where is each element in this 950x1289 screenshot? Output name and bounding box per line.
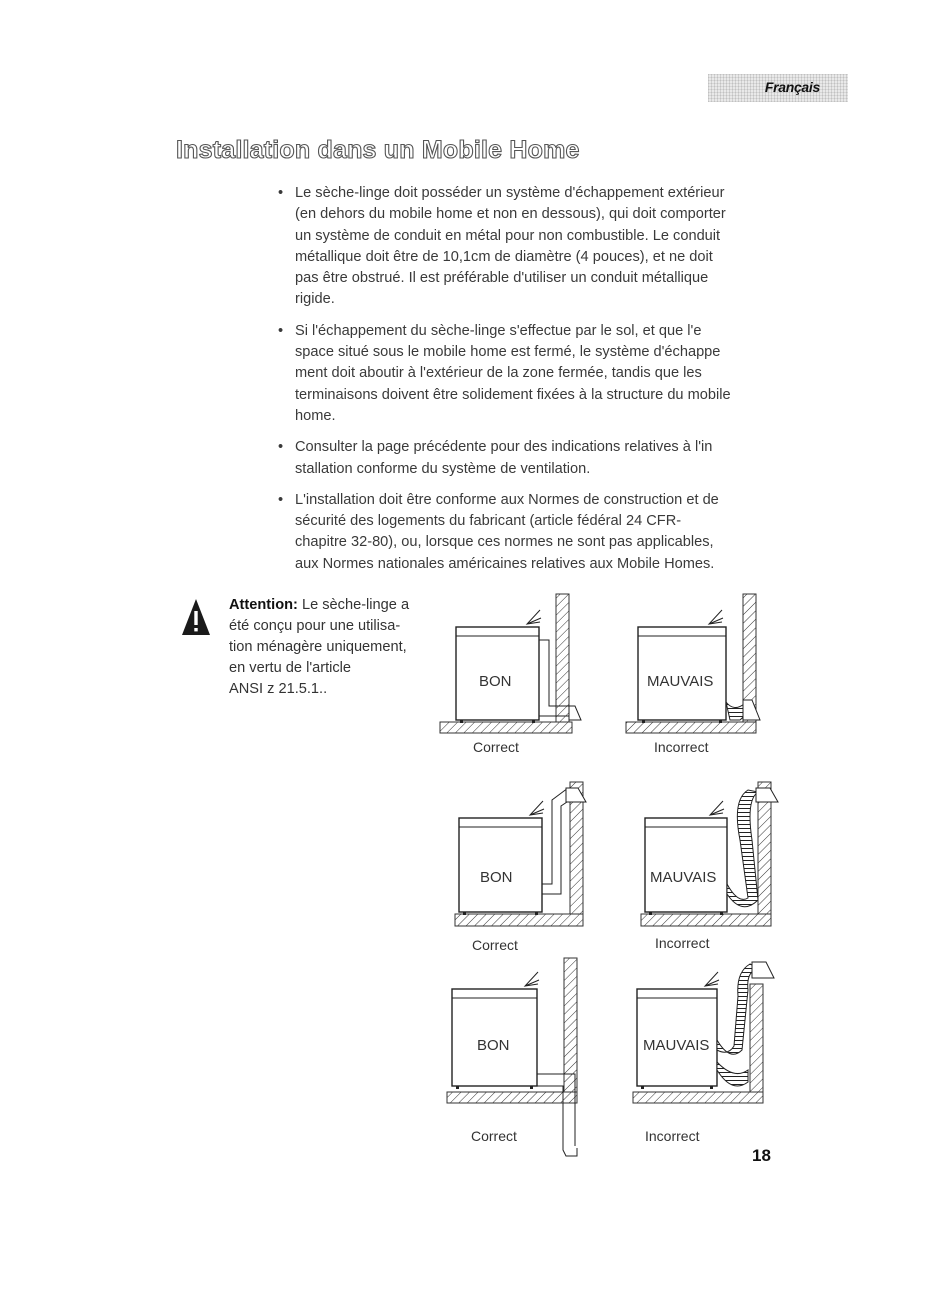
floor (447, 1092, 577, 1103)
attention-text: ANSI z 21.5.1.. (229, 681, 328, 697)
text-line: terminaisons doivent être solidement fixées à la structure du mobile (295, 386, 731, 403)
wall (556, 594, 569, 722)
floor (633, 1092, 763, 1103)
floor (626, 722, 756, 733)
dryer-foot (720, 912, 723, 915)
arrow-icon (527, 610, 541, 624)
arrow-icon (525, 972, 539, 986)
dryer-foot (460, 720, 463, 723)
vent-hood (756, 788, 778, 802)
dryer-foot (641, 1086, 644, 1089)
text-line: rigide. (295, 291, 335, 308)
bullet-dot-icon: • (278, 439, 284, 456)
good-label: BON (479, 673, 512, 690)
caption-incorrect: Incorrect (654, 739, 709, 755)
attention-text: tion ménagère uniquement, (229, 639, 407, 655)
text-line: L'installation doit être conforme aux Normes de construction et de (295, 491, 719, 508)
exhaust-duct (542, 788, 570, 894)
bad-label: MAUVAIS (643, 1037, 710, 1054)
diagram-correct-3 (447, 958, 577, 1156)
vent-hood (743, 700, 760, 720)
dryer-foot (463, 912, 466, 915)
arrow-icon (710, 801, 724, 815)
text-line: pas être obstrué. Il est préférable d'utiliser un conduit métallique (295, 270, 709, 287)
dryer-foot (642, 720, 645, 723)
vent-hood (752, 962, 774, 978)
arrow-icon (709, 610, 723, 624)
language-tab-label: Français (764, 79, 820, 95)
dryer-foot (719, 720, 722, 723)
caption-correct: Correct (472, 937, 518, 953)
good-label: BON (480, 869, 513, 886)
dryer-foot (710, 1086, 713, 1089)
attention-text: été conçu pour une utilisa- (229, 618, 401, 634)
caption-incorrect: Incorrect (645, 1128, 700, 1144)
dryer-foot (532, 720, 535, 723)
diagram-incorrect-2 (641, 782, 778, 951)
floor (440, 722, 572, 733)
text-line: Le sèche-linge doit posséder un système d'échappement extérieur (295, 185, 725, 201)
text-line: space situé sous le mobile home est fermé, le système d'échappe (295, 344, 721, 361)
text-line: Consulter la page précédente pour des indications relatives à l'in (295, 439, 713, 456)
arrow-icon (705, 972, 719, 986)
text-line: chapitre 32-80), ou, lorsque ces normes ne sont pas applicables, (295, 534, 714, 551)
dryer-foot (649, 912, 652, 915)
caption-correct: Correct (473, 739, 519, 755)
wall (750, 984, 763, 1092)
diagram-incorrect-1 (626, 594, 760, 755)
dryer-foot (456, 1086, 459, 1089)
attention-text: Le sèche-linge a (297, 597, 410, 613)
wall (564, 958, 577, 1092)
attention-text: en vertu de l'article (229, 660, 352, 676)
text-line: (en dehors du mobile home et non en dessous), qui doit comporter (295, 206, 726, 223)
text-line: ment doit aboutir à l'extérieur de la zone fermée, tandis que les (295, 365, 702, 382)
dryer (459, 818, 542, 912)
diagram-correct-2 (455, 782, 586, 953)
bullet-dot-icon: • (278, 322, 284, 339)
arrow-icon (530, 801, 544, 815)
text-line: sécurité des logements du fabricant (article fédéral 24 CFR- (295, 513, 682, 530)
floor (641, 914, 771, 926)
caption-incorrect: Incorrect (655, 935, 710, 951)
floor (455, 914, 583, 926)
flex-hose (717, 1062, 748, 1086)
bad-label: MAUVAIS (647, 673, 714, 690)
text-line: aux Normes nationales américaines relatives aux Mobile Homes. (295, 555, 715, 572)
page-title: Installation dans un Mobile Home (176, 136, 580, 164)
good-label: BON (477, 1037, 510, 1054)
dryer-foot (530, 1086, 533, 1089)
vent-hood (569, 706, 581, 720)
text-line: Si l'échappement du sèche-linge s'effectue par le sol, et que l'e (295, 322, 702, 339)
bullet-dot-icon: • (278, 185, 284, 201)
flex-hose (727, 790, 758, 907)
page-number: 18 (752, 1146, 771, 1165)
text-line: métallique doit être de 10,1cm de diamètre (4 pouces), et ne doit (295, 248, 713, 265)
diagram-incorrect-3 (633, 962, 774, 1144)
caption-correct: Correct (471, 1128, 517, 1144)
text-line: home. (295, 407, 336, 424)
bad-label: MAUVAIS (650, 869, 717, 886)
text-line: un système de conduit en métal pour non combustible. Le conduit (295, 227, 721, 244)
dryer-foot (535, 912, 538, 915)
attention-label: Attention: (229, 597, 298, 613)
dryer (645, 818, 727, 912)
text-line: stallation conforme du système de ventilation. (295, 460, 591, 477)
diagram-correct-1 (440, 594, 581, 755)
bullet-dot-icon: • (278, 491, 284, 508)
